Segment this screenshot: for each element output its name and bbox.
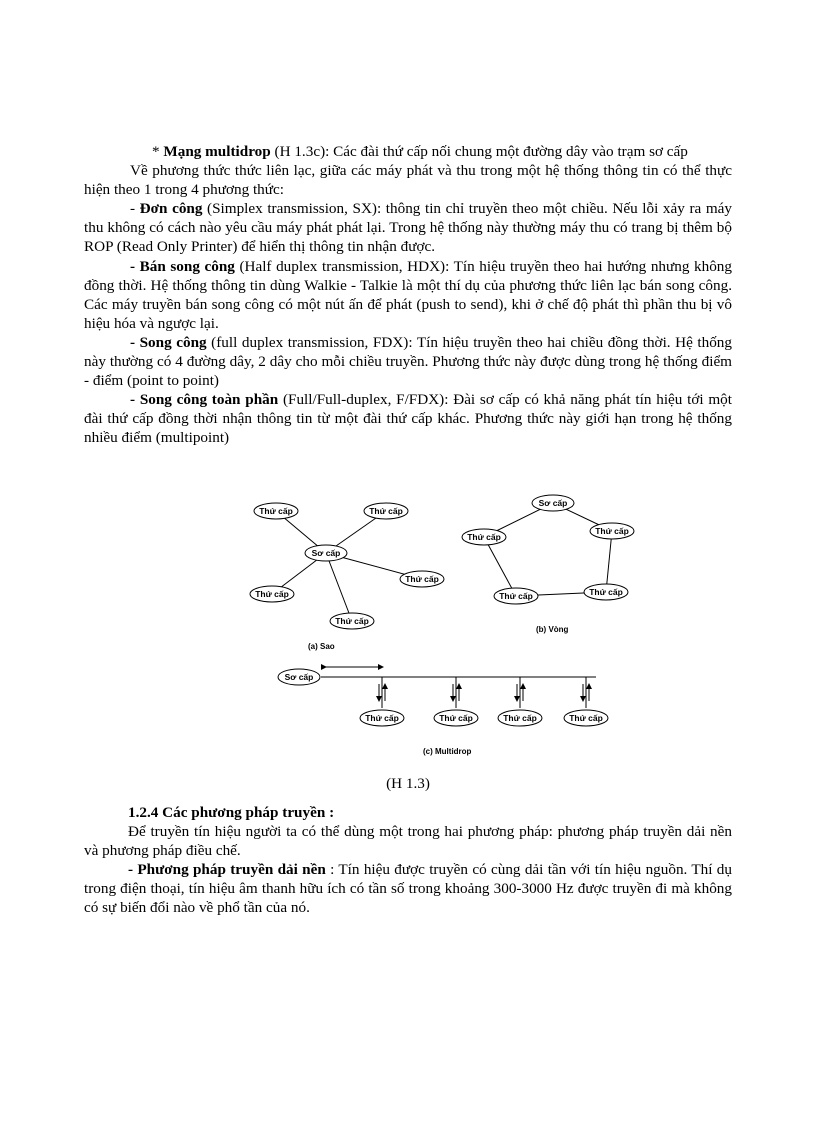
node-ring-secondary-1 <box>462 529 506 545</box>
subcaption-star: (a) Sao <box>308 642 335 651</box>
term-half-duplex: - Bán song công <box>130 257 235 275</box>
node-multidrop-primary <box>278 669 320 685</box>
paragraph-full-full-duplex <box>84 390 732 447</box>
node-multidrop-secondary-3 <box>498 710 542 726</box>
ring-diagram <box>484 503 612 596</box>
paragraph-half-duplex <box>84 257 732 333</box>
node-multidrop-secondary-4 <box>564 710 608 726</box>
body-text <box>84 142 732 448</box>
svg-text:Thứ cấp: Thứ cấp <box>369 506 403 516</box>
term-full-full-duplex: - Song công toàn phần <box>130 391 279 409</box>
node-ring-primary <box>532 495 574 511</box>
node-ring-secondary-2 <box>590 523 634 539</box>
paragraph-methods: Để truyền tín hiệu người ta có thể dùng một trong hai phương pháp: phương pháp truyền dải nền và phương pháp điều chế. <box>84 823 732 860</box>
node-star-secondary-1 <box>254 503 298 519</box>
subcaption-multidrop: (c) Multidrop <box>423 747 472 756</box>
subcaption-ring: (b) Vòng <box>536 625 569 634</box>
node-star-primary <box>305 545 347 561</box>
figure-caption: (H 1.3) <box>386 775 430 792</box>
term-simplex: Đơn công <box>139 200 203 218</box>
node-star-secondary-2 <box>364 503 408 519</box>
svg-text:Thứ cấp: Thứ cấp <box>259 506 293 516</box>
svg-text:Thứ cấp: Thứ cấp <box>335 616 369 626</box>
svg-text:Sơ cấp: Sơ cấp <box>284 672 314 682</box>
node-star-secondary-5 <box>330 613 374 629</box>
svg-text:Thứ cấp: Thứ cấp <box>255 589 289 599</box>
svg-text:Sơ cấp: Sơ cấp <box>538 498 568 508</box>
svg-text:Thứ cấp: Thứ cấp <box>405 574 439 584</box>
node-ring-secondary-4 <box>494 588 538 604</box>
svg-text:Thứ cấp: Thứ cấp <box>589 587 623 597</box>
svg-text:Thứ cấp: Thứ cấp <box>365 713 399 723</box>
bullet-dash: - <box>130 200 140 218</box>
node-star-secondary-4 <box>250 586 294 602</box>
term-multidrop: Mạng multidrop <box>163 143 271 160</box>
paragraph-multidrop-text: (H 1.3c): Các đài thứ cấp nối chung một đường dây vào trạm sơ cấp <box>270 143 688 160</box>
term-full-duplex: - Song công <box>130 333 207 351</box>
section-heading-text: 1.2.4 Các phương pháp truyền : <box>128 804 335 821</box>
svg-text:Thứ cấp: Thứ cấp <box>439 713 473 723</box>
paragraph-simplex <box>84 199 732 256</box>
node-star-secondary-3 <box>400 571 444 587</box>
paragraph-baseband-text: : Tín hiệu được truyền có cùng dải tần với tín hiệu nguồn. Thí dụ trong điện thoại, tín hiệu âm thanh hữu ích có tần số trong khoảng 300-3000 Hz được truyền đi mà không có sự biến đổi nào về phổ tần của nó. <box>84 861 732 917</box>
term-baseband: - Phương pháp truyền dải nền <box>128 861 326 879</box>
node-ring-secondary-3 <box>584 584 628 600</box>
svg-text:Thứ cấp: Thứ cấp <box>467 532 501 542</box>
multidrop-diagram <box>321 667 596 708</box>
svg-text:Thứ cấp: Thứ cấp <box>569 713 603 723</box>
svg-text:Thứ cấp: Thứ cấp <box>503 713 537 723</box>
paragraph-full-full-duplex-text: (Full/Full-duplex, F/FDX): Đài sơ cấp có khả năng phát tín hiệu tới một đài thứ cấp đồng thời nhận thông tin từ một đài thứ cấp khác. Phương thức này giới hạn trong hệ thống nhiều điểm (multipoint) <box>84 391 732 447</box>
paragraph-full-duplex <box>84 333 732 390</box>
svg-text:Thứ cấp: Thứ cấp <box>499 591 533 601</box>
section-transmission-methods <box>84 803 732 918</box>
paragraph-baseband <box>84 860 732 917</box>
node-multidrop-secondary-1 <box>360 710 404 726</box>
paragraph-multidrop <box>84 142 732 161</box>
svg-text:Sơ cấp: Sơ cấp <box>311 548 341 558</box>
paragraph-simplex-text: (Simplex transmission, SX): thông tin chỉ truyền theo một chiều. Nếu lỗi xảy ra máy thu không có cách nào yêu cầu máy phát phát lại. Trong hệ thống này thường máy thu có trang bị thêm bộ ROP (Read Only Printer) để hiển thị thông tin nhận được. <box>84 200 732 256</box>
svg-text:Thứ cấp: Thứ cấp <box>595 526 629 536</box>
paragraph-full-duplex-text: (full duplex transmission, FDX): Tín hiệu truyền theo hai chiều đồng thời. Hệ thống này thường có 4 đường dây, 2 dây cho mỗi chiều truyền. Phương thức này được dùng trong hệ thống điểm - điểm (point to point) <box>84 333 732 390</box>
paragraph-methods-intro: Về phương thức thức liên lạc, giữa các máy phát và thu trong một hệ thống thông tin có thể thực hiện theo 1 trong 4 phương thức: <box>84 162 732 199</box>
section-heading <box>84 803 732 822</box>
star-diagram <box>272 511 422 621</box>
bullet-star: * <box>152 143 164 160</box>
node-multidrop-secondary-2 <box>434 710 478 726</box>
network-topology-figure <box>246 486 656 774</box>
paragraph-half-duplex-text: (Half duplex transmission, HDX): Tín hiệu truyền theo hai hướng nhưng không đồng thời. Hệ thống thông tin dùng Walkie - Talkie là một thí dụ của phương thức liên lạc bán song công. Các máy truyền bán song công có một nút ấn để phát (push to send), khi ở chế độ phát thì phần thu bị vô hiệu hóa và ngược lại. <box>84 257 732 332</box>
